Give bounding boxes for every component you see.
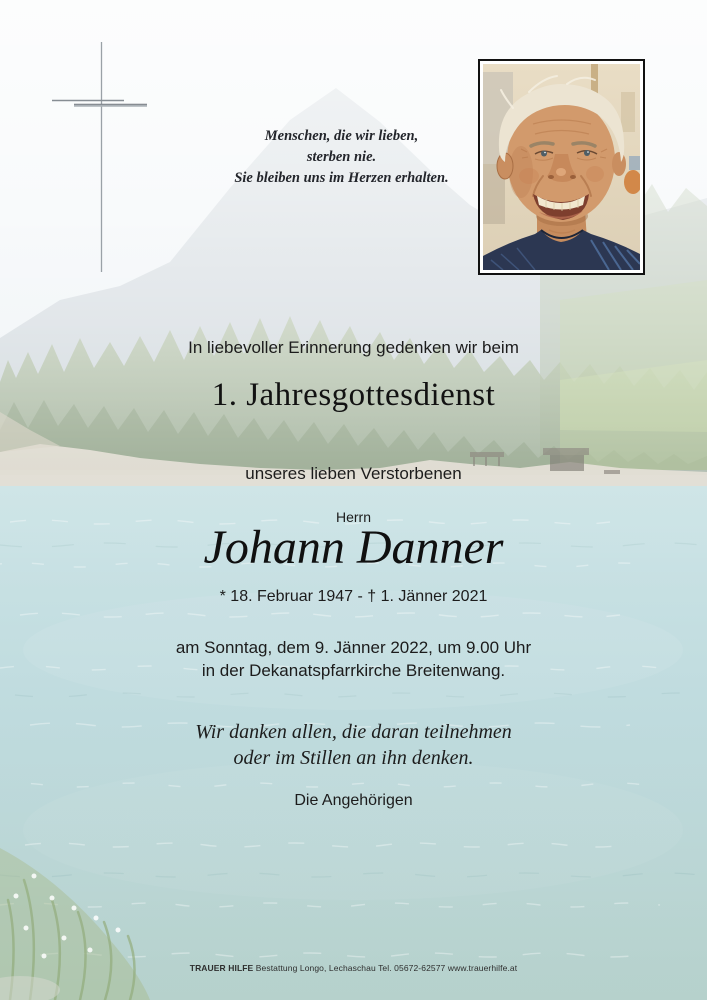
- quote-line: Menschen, die wir lieben,: [264, 128, 419, 144]
- thanks-note: [0, 719, 707, 771]
- event-details-line: in der Dekanatspfarrkirche Breitenwang.: [201, 661, 506, 680]
- salutation: Herrn: [335, 509, 371, 525]
- intro-line: In liebevoller Erinnerung gedenken wir beim: [188, 338, 519, 357]
- memorial-quote: [0, 126, 695, 189]
- quote-line: Sie bleiben uns im Herzen erhalten.: [234, 170, 449, 186]
- subtitle: unseres lieben Verstorbenen: [245, 464, 462, 483]
- signature: Die Angehörigen: [294, 792, 413, 809]
- funeral-home-info: Bestattung Longo, Lechaschau Tel. 05672-62577 www.trauerhilfe.at: [253, 963, 518, 973]
- quote-line: sterben nie.: [306, 149, 377, 165]
- thanks-line: oder im Stillen an ihn denken.: [233, 747, 474, 769]
- deceased-name: Johann Danner: [203, 521, 504, 574]
- funeral-home-footer: [0, 963, 707, 973]
- life-dates: * 18. Februar 1947 - † 1. Jänner 2021: [219, 588, 488, 605]
- event-details-line: am Sonntag, dem 9. Jänner 2022, um 9.00 Uhr: [175, 638, 532, 657]
- event-title: 1. Jahresgottesdienst: [211, 377, 496, 413]
- thanks-line: Wir danken allen, die daran teilnehmen: [195, 721, 512, 743]
- event-details: [0, 636, 707, 682]
- funeral-home-brand: TRAUER HILFE: [189, 963, 254, 973]
